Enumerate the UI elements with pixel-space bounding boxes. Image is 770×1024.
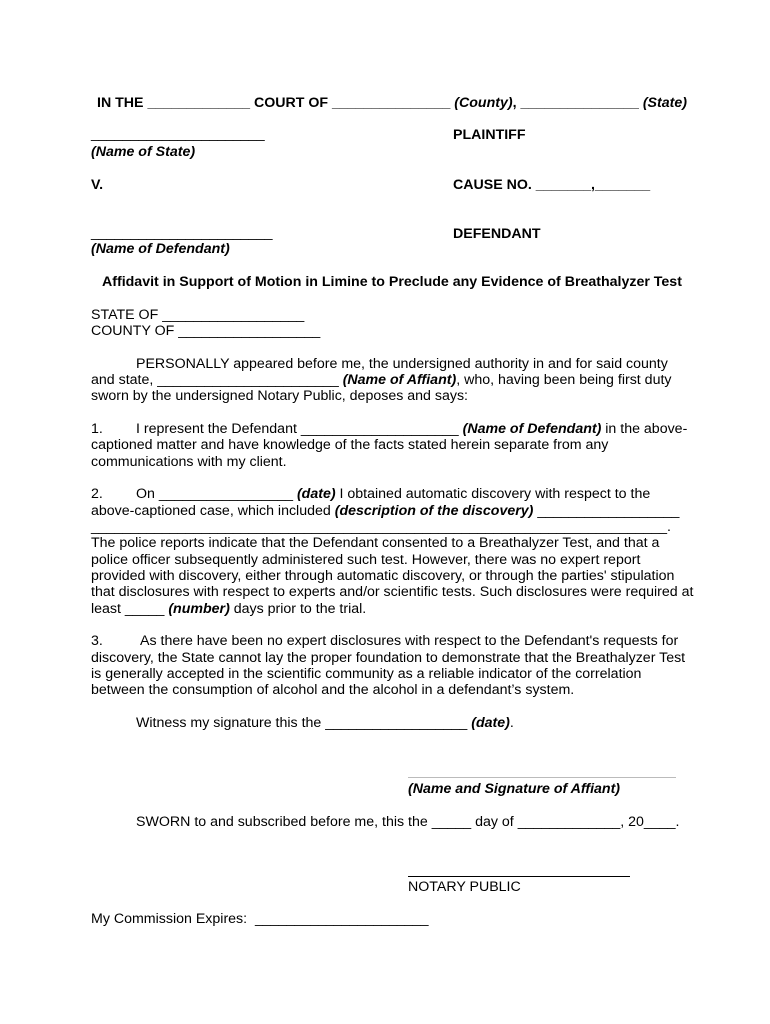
para1-number: 1.	[91, 421, 103, 437]
intro-line-2-end: , who, having been being first duty	[456, 372, 672, 388]
para3-line-1: As there have been no expert disclosures with respect to the Defendant's requests for	[140, 633, 679, 649]
witness-date-label: (date)	[471, 715, 510, 731]
intro-line-3: sworn by the undersigned Notary Public, deposes and says:	[91, 388, 468, 404]
sworn-line: SWORN to and subscribed before me, this the _____ day of _____________, 20____.	[136, 814, 680, 830]
para1-line-3: communications with my client.	[91, 454, 287, 470]
para2-number: 2.	[91, 486, 103, 502]
para3-line-2: discovery, the State cannot lay the proper foundation to demonstrate that the Breathalyzer Test	[91, 650, 686, 666]
para1-line-2: captioned matter and have knowledge of the facts stated herein separate from any	[91, 437, 609, 453]
document-title: Affidavit in Support of Motion in Limine to Preclude any Evidence of Breathalyzer Test	[102, 274, 682, 290]
state-blank: _______________	[516, 95, 639, 111]
state-label: (State)	[642, 95, 687, 111]
para2-line-3: _________________________________________________________________________.	[91, 519, 671, 535]
para2-line-2-start: above-captioned case, which included	[91, 503, 335, 519]
notary-signature-line	[408, 876, 630, 877]
discovery-description-label: (description of the discovery)	[334, 503, 534, 519]
defendant-blank: _______________________	[91, 225, 273, 241]
para2-number-blank: least _____	[91, 601, 169, 617]
plaintiff-label: PLAINTIFF	[453, 127, 526, 143]
para2-discovery-blank: __________________	[533, 503, 680, 519]
para2-line-2	[91, 503, 679, 519]
cause-number: CAUSE NO. _______,_______	[453, 177, 651, 193]
defendant-label: DEFENDANT	[453, 226, 541, 242]
para1-defendant-label: (Name of Defendant)	[462, 421, 602, 437]
caption-comma: ,	[512, 95, 517, 111]
court-caption-line	[97, 95, 687, 111]
intro-affiant-blank: and state, _______________________	[91, 372, 343, 388]
versus: V.	[91, 177, 104, 193]
affiant-name-label: (Name of Affiant)	[342, 372, 457, 388]
witness-period: .	[509, 715, 514, 731]
venue-state: STATE OF __________________	[91, 307, 305, 323]
para2-line-7: that disclosures with respect to experts and/or scientific tests. Such disclosures were required at	[91, 584, 694, 600]
plaintiff-name: (Name of State)	[91, 144, 196, 160]
county-label: (County)	[454, 95, 513, 111]
notary-public-label: NOTARY PUBLIC	[408, 879, 521, 895]
para2-number-label: (number)	[168, 601, 230, 617]
affiant-signature-label: (Name and Signature of Affiant)	[408, 781, 621, 797]
intro-line-2	[91, 372, 672, 388]
para2-line-8	[91, 601, 366, 617]
para1-line-1-end: in the above-	[601, 421, 688, 437]
para2-line-4: The police reports indicate that the Defendant consented to a Breathalyzer Test, and that a	[91, 535, 660, 551]
witness-line	[136, 715, 514, 731]
para2-line-1-end: I obtained automatic discovery with respect to the	[335, 486, 651, 502]
para1-defendant-blank: I represent the Defendant ____________________	[136, 421, 463, 437]
para3-line-3: is generally accepted in the scientific community as a reliable indicator of the correlation	[91, 666, 642, 682]
para2-date-blank: On _________________	[136, 486, 297, 502]
para3-number: 3.	[91, 633, 103, 649]
para2-line-1	[136, 486, 650, 502]
para2-line-8-end: days prior to the trial.	[229, 601, 367, 617]
para2-line-6: provided with discovery, either through automatic discovery, or through the parties' stipulation	[91, 568, 675, 584]
intro-line-1: PERSONALLY appeared before me, the undersigned authority in and for said county	[136, 356, 668, 372]
affiant-signature-line	[408, 777, 676, 778]
para1-line-1	[136, 421, 687, 437]
para3-line-4: between the consumption of alcohol and the alcohol in a defendant’s system.	[91, 682, 575, 698]
venue-county: COUNTY OF __________________	[91, 323, 321, 339]
plaintiff-blank: ______________________	[91, 126, 265, 142]
defendant-name: (Name of Defendant)	[91, 241, 230, 257]
witness-date-blank: Witness my signature this the __________________	[136, 715, 472, 731]
commission-expires-line: My Commission Expires: ______________________	[91, 911, 429, 927]
court-blank-text: IN THE _____________ COURT OF _______________	[97, 95, 451, 111]
para2-line-5: police officer subsequently administered such test. However, there was no expert report	[91, 552, 641, 568]
para2-date-label: (date)	[296, 486, 336, 502]
